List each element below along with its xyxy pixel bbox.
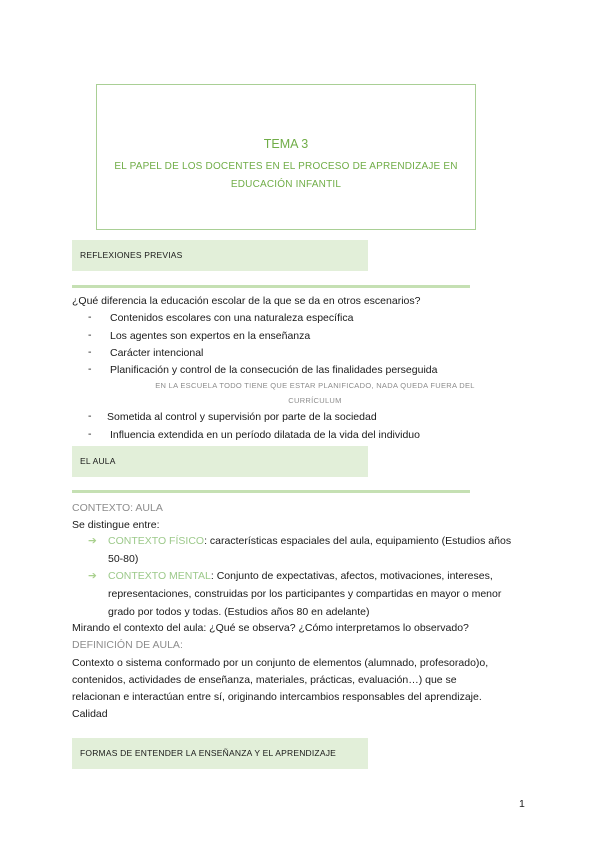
- contexto-mental-text-end: grado por todos y todas. (Estudios años 80 en adelante): [108, 606, 370, 618]
- list-item: Contenidos escolares con una naturaleza específica: [110, 312, 354, 324]
- list-dash: -: [88, 428, 92, 440]
- contexto-fisico-paragraph: [108, 532, 528, 568]
- list-item: Influencia extendida en un período dilatada de la vida del individuo: [110, 429, 420, 441]
- contexto-fisico-text: : características espaciales del aula, equipamiento (Estudios años: [204, 535, 512, 547]
- tema-title: TEMA 3: [263, 137, 309, 151]
- list-item: Sometida al control y supervisión por parte de la sociedad: [107, 411, 377, 423]
- contexto-mental-text-continued: representaciones, construidas por los participantes y compartidas en mayor o menor: [108, 588, 502, 600]
- list-item: Los agentes son expertos en la enseñanza: [110, 330, 311, 342]
- arrow-right-icon: ➔: [88, 535, 97, 547]
- list-dash: -: [88, 410, 92, 422]
- list-dash: -: [88, 311, 92, 323]
- page-number: 1: [519, 798, 525, 810]
- planning-note-continued: CURRÍCULUM: [288, 396, 342, 405]
- section-formas-de-entender: FORMAS DE ENTENDER LA ENSEÑANZA Y EL APRENDIZAJE: [72, 738, 368, 769]
- definicion-line: relacionan e interactúan entre sí, originando intercambios responsables del aprendizaje.: [72, 691, 482, 703]
- contexto-fisico-label: CONTEXTO FÍSICO: [108, 535, 205, 547]
- definicion-line: contenidos, actividades de enseñanza, materiales, prácticas, evaluación…) que se: [72, 674, 457, 686]
- definicion-heading: DEFINICIÓN DE AULA:: [72, 639, 183, 651]
- section-divider: [72, 285, 470, 288]
- section-divider: [72, 490, 470, 493]
- definicion-line: Contexto o sistema conformado por un conjunto de elementos (alumnado, profesorado)o,: [72, 657, 489, 669]
- contexto-mental-text: : Conjunto de expectativas, afectos, motivaciones, intereses,: [210, 570, 493, 582]
- planning-note: EN LA ESCUELA TODO TIENE QUE ESTAR PLANIFICADO, NADA QUEDA FUERA DEL: [155, 381, 475, 390]
- contexto-fisico-text-continued: 50-80): [108, 553, 139, 565]
- list-item: Planificación y control de la consecución de las finalidades perseguida: [110, 364, 438, 376]
- arrow-right-icon: ➔: [88, 570, 97, 582]
- tema-subtitle: EL PAPEL DE LOS DOCENTES EN EL PROCESO DE APRENDIZAJE EN EDUCACIÓN INFANTIL: [114, 161, 458, 190]
- contexto-mental-paragraph: [108, 567, 528, 621]
- distingue-text: Se distingue entre:: [72, 519, 160, 531]
- list-item: Carácter intencional: [110, 347, 204, 359]
- mirando-text: Mirando el contexto del aula: ¿Qué se observa? ¿Cómo interpretamos lo observado?: [72, 622, 469, 634]
- contexto-aula-heading: CONTEXTO: AULA: [72, 502, 163, 514]
- list-dash: -: [88, 346, 92, 358]
- reflexiones-question: ¿Qué diferencia la educación escolar de la que se da en otros escenarios?: [72, 295, 421, 307]
- title-box: [96, 84, 476, 230]
- section-el-aula: EL AULA: [72, 446, 368, 477]
- definicion-line: Calidad: [72, 708, 108, 720]
- contexto-mental-label: CONTEXTO MENTAL: [108, 570, 211, 582]
- list-dash: -: [88, 329, 92, 341]
- list-dash: -: [88, 363, 92, 375]
- section-reflexiones-previas: REFLEXIONES PREVIAS: [72, 240, 368, 271]
